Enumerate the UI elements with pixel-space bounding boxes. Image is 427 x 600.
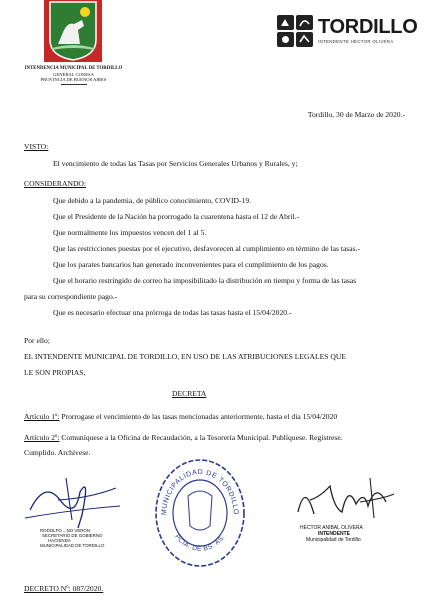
left-signatory-title: SECRETARIO DE GOBIERNO: [42, 533, 103, 538]
decreto-number: [24, 584, 103, 593]
intendente-declaration: EL INTENDENTE MUNICIPAL DE TORDILLO, EN USO DE LAS ATRIBUCIONES LEGALES QUE: [24, 352, 347, 361]
brand-name: TORDILLO: [318, 16, 418, 38]
por-ello-text: Por ello;: [24, 336, 50, 345]
right-signature-scribble: [290, 472, 400, 530]
articulo-1: [24, 412, 337, 421]
articulo-2: [24, 433, 343, 442]
intendente-declaration-cont: LE SON PROPIAS,: [24, 368, 86, 377]
brand-subtitle: INTENDENTE HÉCTOR OLIVERA: [318, 39, 394, 44]
right-signatory-title: INTENDENTE: [318, 531, 350, 537]
municipality-subtitle: GENERAL CONESA: [53, 71, 94, 77]
considerando-item-continuation: para su correspondiente pago.-: [24, 292, 118, 301]
left-signatory-org: MUNICIPALIDAD DE TORDILLO: [40, 543, 105, 548]
articulo-2-continuation: Cumplido. Archívese.: [24, 448, 91, 457]
articulo-2-label: Artículo 2º:: [24, 433, 60, 442]
considerando-item: Que normalmente los impuestos vencen del 1 al 5.: [53, 228, 207, 237]
document-date: Tordillo, 30 de Marzo de 2020.-: [307, 110, 405, 119]
right-signatory-name: HÉCTOR ANIBAL OLIVERA: [300, 525, 363, 531]
left-signatory-name: RODOLFO ...NO VERON: [40, 528, 91, 533]
articulo-1-label: Artículo 1º:: [24, 412, 60, 421]
decreto-label: DECRETO Nº: 087/2020.: [24, 584, 104, 593]
articulo-2-text: Comuníquese a la Oficina de Recaudación, a la Tesorería Municipal. Publíquese. Regístrese.: [59, 433, 343, 442]
visto-text: El vencimiento de todas las Tasas por Servicios Generales Urbanos y Rurales, y;: [53, 159, 298, 168]
considerando-item: Que es necesario efectuar una prórroga de todas las tasas hasta el 15/04/2020.-: [53, 308, 292, 317]
municipal-seal-stamp: [152, 456, 248, 570]
coat-of-arms-logo: [44, 0, 102, 62]
seal-top-text: MUNICIPALIDAD DE TORDILLO: [160, 468, 240, 516]
seal-bottom-text: PCIA. DE BS. AS.: [173, 533, 227, 553]
articulo-1-text: Prorrogase el vencimiento de las tasas mencionadas anteriormente, hasta el día 15/04/2020: [59, 412, 338, 421]
considerando-item: Que el Presidente de la Nación ha prorrogado la cuarentena hasta el 12 de Abril.-: [53, 212, 300, 221]
header-divider: [61, 84, 87, 85]
decreta-heading: DECRETA: [172, 389, 207, 398]
considerando-item: Que las restricciones puestas por el ejecutivo, desfavorecen al cumplimiento en término de las tasas.-: [53, 244, 361, 253]
left-signature-scribble: [20, 470, 130, 532]
tordillo-brand-logo: [276, 14, 316, 48]
considerando-item: Que el horario restringido de correo ha imposibilitado la distribución en tiempo y forma de las tasas: [53, 276, 357, 285]
considerando-item: Que debido a la pandemia, de público conocimiento, COVID-19.: [53, 196, 252, 205]
left-signatory-title2: HACIENDA: [48, 538, 71, 543]
considerando-heading: CONSIDERANDO:: [24, 179, 87, 188]
municipality-province: PROVINCIA DE BUENOS AIRES: [40, 77, 107, 82]
visto-heading: VISTO:: [24, 142, 49, 151]
considerando-item: Que los parates bancarios han generado inconvenientes para el cumplimiento de los pagos.: [53, 260, 329, 269]
municipality-title: INTENDENCIA MUNICIPAL DE TORDILLO: [24, 66, 123, 71]
right-signatory-org: Municipalidad de Tordillo: [306, 537, 361, 543]
